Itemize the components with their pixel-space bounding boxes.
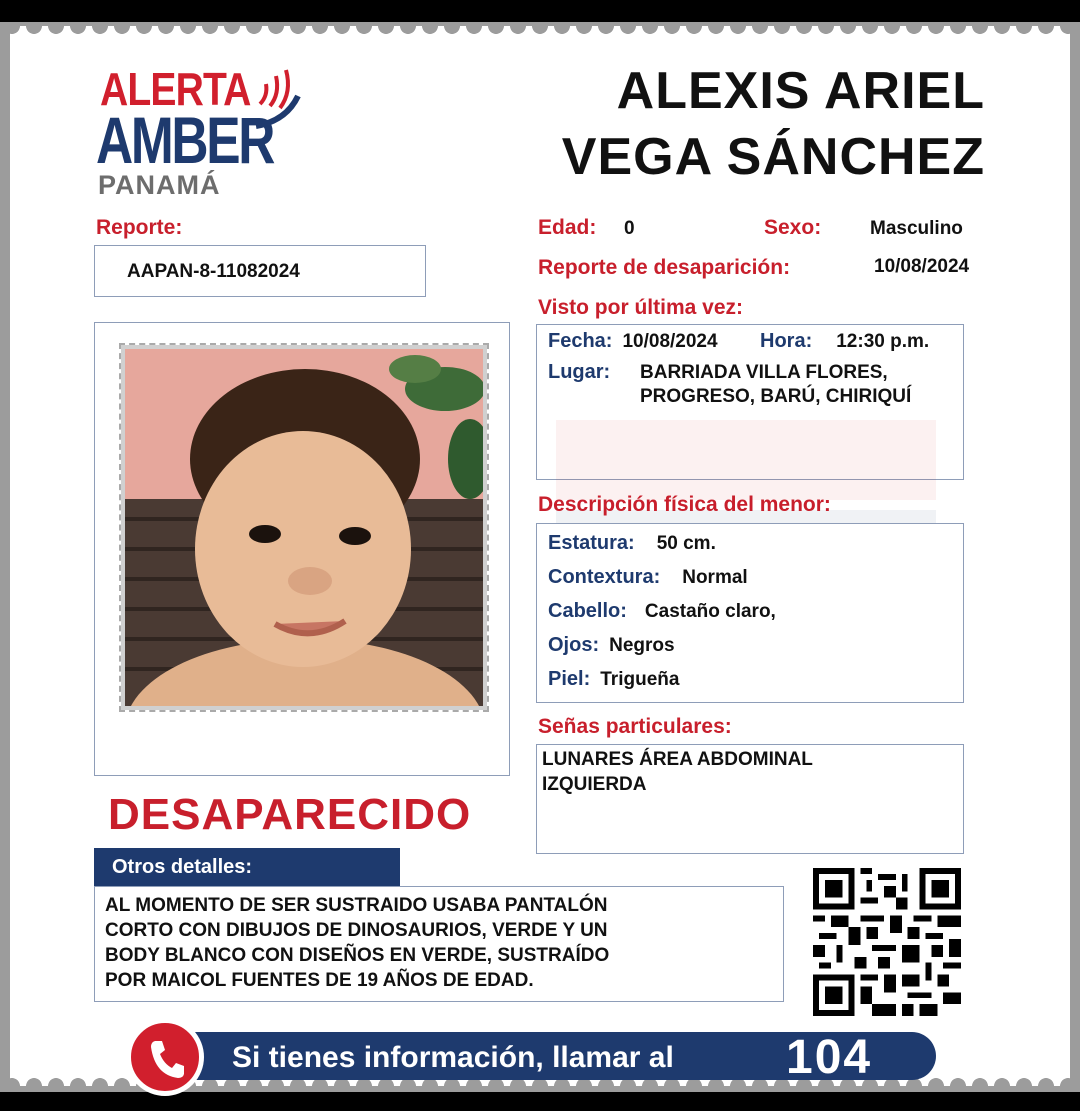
cta-phone-number[interactable]: 104 xyxy=(786,1031,873,1084)
lugar-line-2: PROGRESO, BARÚ, CHIRIQUÍ xyxy=(640,386,912,407)
cabello-value: Castaño claro, xyxy=(644,601,776,622)
hora-row xyxy=(760,330,929,353)
reporte-label: Reporte: xyxy=(96,216,183,239)
fecha-label: Fecha: xyxy=(548,330,613,352)
hora-label: Hora: xyxy=(760,330,813,352)
fecha-value: 10/08/2024 xyxy=(622,331,718,352)
estatura-row xyxy=(548,532,716,555)
reporte-value: AAPAN-8-11082024 xyxy=(127,261,300,282)
cta-text: Si tienes información, llamar al xyxy=(232,1041,674,1074)
ojos-row xyxy=(548,634,675,657)
edad-label: Edad: xyxy=(538,216,597,239)
child-name xyxy=(562,58,985,190)
senas-line-2: IZQUIERDA xyxy=(542,774,647,795)
phone-icon[interactable] xyxy=(126,1018,204,1096)
hora-value: 12:30 p.m. xyxy=(836,331,930,352)
ojos-value: Negros xyxy=(609,635,675,656)
top-black-bar xyxy=(0,0,1080,22)
cabello-row xyxy=(548,600,776,623)
reporte-desaparicion-label: Reporte de desaparición: xyxy=(538,256,791,279)
signal-wave-icon xyxy=(246,66,306,136)
piel-value: Trigueña xyxy=(600,669,680,690)
edad-value: 0 xyxy=(624,218,635,239)
otros-line-2: CORTO CON DIBUJOS DE DINOSAURIOS, VERDE Y UN xyxy=(105,920,608,941)
child-photo-illustration xyxy=(125,349,483,706)
estatura-label: Estatura: xyxy=(548,532,635,554)
contextura-label: Contextura: xyxy=(548,566,661,588)
descripcion-label: Descripción física del menor: xyxy=(538,493,831,516)
reporte-desaparicion-value: 10/08/2024 xyxy=(874,256,970,277)
estatura-value: 50 cm. xyxy=(656,533,716,554)
contextura-row xyxy=(548,566,748,589)
visto-label: Visto por última vez: xyxy=(538,296,743,319)
name-line-2: VEGA SÁNCHEZ xyxy=(561,128,985,186)
qr-code[interactable] xyxy=(812,868,962,1016)
otros-line-3: BODY BLANCO CON DISEÑOS EN VERDE, SUSTRAÍDO xyxy=(105,945,610,966)
sexo-label: Sexo: xyxy=(764,216,822,239)
fecha-row xyxy=(548,330,718,353)
ojos-label: Ojos: xyxy=(548,634,600,656)
sexo-value: Masculino xyxy=(870,218,963,239)
otros-detalles-label: Otros detalles: xyxy=(112,856,253,878)
logo-alerta: ALERTA xyxy=(100,63,251,115)
lugar-value xyxy=(640,361,911,409)
otros-detalles-text xyxy=(105,893,609,993)
logo-panama: PANAMÁ xyxy=(98,170,221,200)
reporte-box xyxy=(94,245,426,297)
lugar-label: Lugar: xyxy=(548,361,611,383)
senas-value xyxy=(542,747,813,797)
lugar-row xyxy=(548,361,620,384)
piel-row xyxy=(548,668,679,691)
call-to-action-bar[interactable] xyxy=(160,1031,936,1084)
otros-line-1: AL MOMENTO DE SER SUSTRAIDO USABA PANTALÓN xyxy=(105,895,608,916)
status-desaparecido: DESAPARECIDO xyxy=(108,790,472,839)
cabello-label: Cabello: xyxy=(548,600,627,622)
lugar-line-1: BARRIADA VILLA FLORES, xyxy=(640,362,888,383)
piel-label: Piel: xyxy=(548,668,591,690)
otros-detalles-tab xyxy=(94,848,400,886)
child-photo xyxy=(121,345,487,710)
contextura-value: Normal xyxy=(682,567,748,588)
alerta-amber-logo xyxy=(96,62,316,202)
otros-detalles-box xyxy=(94,886,784,1002)
logo-amber: AMBER xyxy=(96,103,274,177)
senas-line-1: LUNARES ÁREA ABDOMINAL xyxy=(542,749,813,770)
otros-line-4: POR MAICOL FUENTES DE 19 AÑOS DE EDAD. xyxy=(105,970,534,991)
senas-label: Señas particulares: xyxy=(538,715,732,738)
name-line-1: ALEXIS ARIEL xyxy=(616,62,985,120)
